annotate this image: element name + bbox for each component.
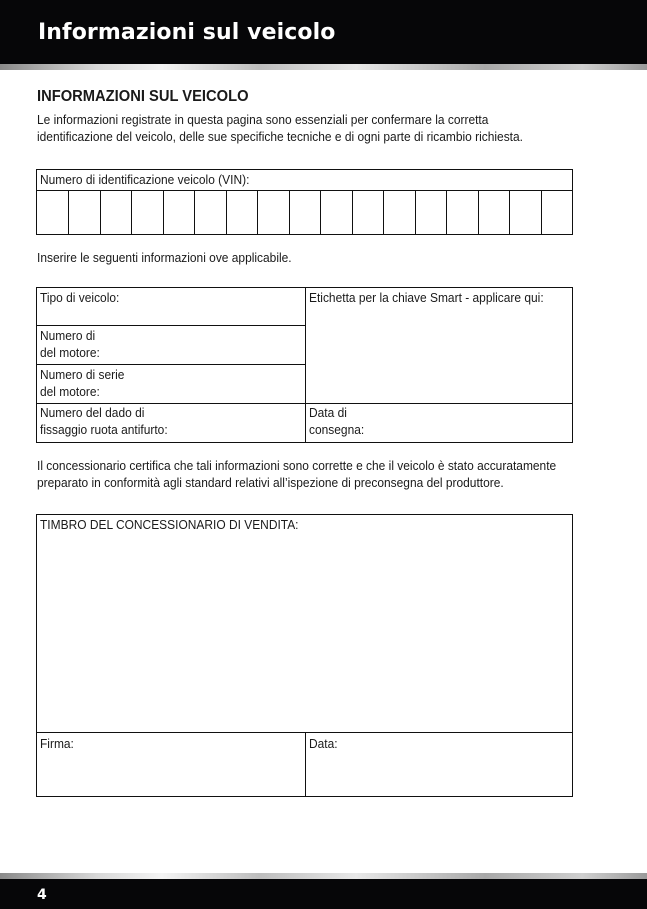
dealer-stamp-label: TIMBRO DEL CONCESSIONARIO DI VENDITA:: [40, 517, 299, 532]
delivery-date-field[interactable]: [306, 404, 573, 443]
vin-box: [36, 169, 573, 235]
page-footer: [0, 879, 647, 909]
intro-text-line2: identificazione del veicolo, delle sue specifiche tecniche e di ogni parte di ricambio richiesta.: [37, 129, 523, 144]
vehicle-type-field[interactable]: [37, 288, 305, 325]
vin-character-cell[interactable]: [352, 191, 383, 235]
instructions-text: Inserire le seguenti informazioni ove applicabile.: [37, 250, 292, 265]
section-heading: INFORMAZIONI SUL VEICOLO: [37, 88, 249, 105]
vin-character-cell[interactable]: [226, 191, 257, 235]
page-header: [0, 0, 647, 64]
vin-character-cell[interactable]: [446, 191, 477, 235]
engine-serial-label-line1: Numero di serie: [40, 367, 125, 382]
header-divider: [0, 64, 647, 70]
vin-character-cell[interactable]: [68, 191, 99, 235]
vin-character-cell[interactable]: [289, 191, 320, 235]
smart-key-label: Etichetta per la chiave Smart - applicare qui:: [309, 290, 544, 305]
engine-number-label-line1: Numero di: [40, 328, 96, 343]
vin-character-cell[interactable]: [509, 191, 540, 235]
locking-nut-label-line2: fissaggio ruota antifurto:: [40, 422, 168, 437]
dealer-stamp-box: [36, 514, 573, 797]
vin-character-cell[interactable]: [163, 191, 194, 235]
vehicle-info-table: [36, 287, 573, 443]
locking-nut-label-line1: Numero del dado di: [40, 405, 145, 420]
vin-character-cell[interactable]: [37, 191, 68, 235]
vin-character-cell[interactable]: [320, 191, 351, 235]
signature-label: Firma:: [40, 736, 74, 751]
vin-character-cell[interactable]: [131, 191, 162, 235]
engine-serial-field[interactable]: [37, 365, 305, 403]
delivery-date-label-line2: consegna:: [309, 422, 365, 437]
locking-nut-field[interactable]: [37, 404, 305, 443]
intro-text-line1: Le informazioni registrate in questa pagina sono essenziali per confermare la corretta: [37, 112, 489, 127]
page-number: 4: [37, 887, 47, 903]
vin-character-cell[interactable]: [383, 191, 414, 235]
certification-line1: Il concessionario certifica che tali informazioni sono corrette e che il veicolo è stato accuratamente: [37, 458, 557, 473]
signature-field[interactable]: [37, 733, 305, 796]
dealer-stamp-area[interactable]: [37, 515, 572, 732]
vehicle-type-label: Tipo di veicolo:: [40, 290, 120, 305]
smart-key-label-area[interactable]: [306, 288, 573, 403]
page-title: Informazioni sul veicolo: [38, 20, 336, 45]
certification-line2: preparato in conformità agli standard relativi all’ispezione di preconsegna del produttore.: [37, 475, 504, 490]
date-field[interactable]: [306, 733, 573, 796]
vin-character-cell[interactable]: [257, 191, 288, 235]
date-label: Data:: [309, 736, 338, 751]
vin-character-cell[interactable]: [478, 191, 509, 235]
vin-character-cell[interactable]: [194, 191, 225, 235]
engine-serial-label-line2: del motore:: [40, 384, 100, 399]
vin-character-cell[interactable]: [100, 191, 131, 235]
vin-cells: [37, 191, 572, 235]
delivery-date-label-line1: Data di: [309, 405, 347, 420]
vin-character-cell[interactable]: [415, 191, 446, 235]
engine-number-field[interactable]: [37, 326, 305, 364]
vin-label: Numero di identificazione veicolo (VIN):: [40, 172, 250, 187]
vin-character-cell[interactable]: [541, 191, 572, 235]
engine-number-label-line2: del motore:: [40, 345, 100, 360]
